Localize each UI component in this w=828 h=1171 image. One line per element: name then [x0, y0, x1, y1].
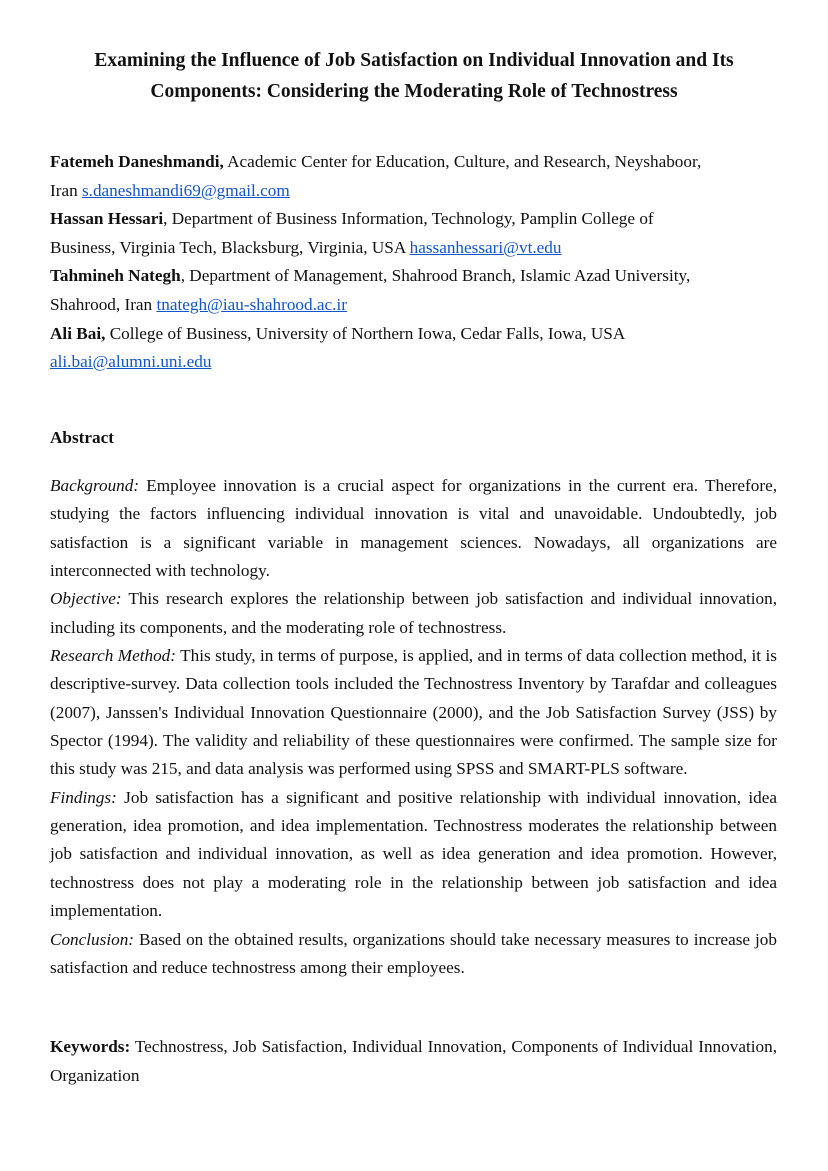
author-name: Hassan Hessari: [50, 209, 164, 229]
section-text: Job satisfaction has a significant and positive relationship with individual innovation, idea generation, idea promotion, and idea implementation. Technostress moderates the relationship between job satisfaction and individual innovation, as well as idea generation and idea promotion. However, technostress does not play a moderating role in the relationship between job satisfaction and idea implementation.: [50, 787, 777, 921]
author-affiliation-cont: Shahrood, Iran: [50, 294, 157, 314]
section-text: Based on the obtained results, organizations should take necessary measures to increase job satisfaction and reduce technostress among their employees.: [50, 929, 777, 977]
section-text: This study, in terms of purpose, is applied, and in terms of data collection method, it is descriptive-survey. Data collection tools included the Technostress Inventory by Tarafdar and colleagues (2007), Janssen's Individual Innovation Questionnaire (2000), and the Job Satisfaction Survey (JSS) by Spector (1994). The validity and reliability of these questionnaires were confirmed. The sample size for this study was 215, and data analysis was performed using SPSS and SMART-PLS software.: [50, 646, 777, 779]
author-email-link[interactable]: tnategh@iau-shahrood.ac.ir: [156, 294, 347, 314]
abstract-conclusion: [50, 926, 777, 983]
title-line-2: Components: Considering the Moderating Role of Technostress: [150, 81, 678, 102]
keywords-label: Keywords:: [50, 1037, 131, 1056]
author-affiliation: Academic Center for Education, Culture, and Research, Neyshaboor,: [223, 152, 702, 171]
section-text: This research explores the relationship between job satisfaction and individual innovation, including its components, and the moderating role of technostress.: [50, 589, 777, 637]
author-affiliation: , Department of Business Information, Technology, Pamplin College of: [163, 209, 654, 229]
abstract-heading: Abstract: [50, 428, 114, 447]
section-label: Research Method:: [50, 646, 176, 666]
section-label: Objective:: [50, 589, 122, 609]
author-affiliation: , Department of Management, Shahrood Branch, Islamic Azad University,: [180, 266, 691, 286]
section-label: Findings:: [50, 787, 117, 807]
author-email-link[interactable]: s.daneshmandi69@gmail.com: [81, 180, 290, 200]
author-email-link[interactable]: hassanhessari@vt.edu: [409, 237, 562, 257]
paper-title: [40, 45, 788, 107]
author-name: Fatemeh Daneshmandi,: [50, 152, 224, 171]
section-label: Background:: [50, 476, 140, 495]
author-affiliation: College of Business, University of Northern Iowa, Cedar Falls, Iowa, USA: [105, 323, 626, 343]
author-affiliation-cont: Business, Virginia Tech, Blacksburg, Virginia, USA: [50, 237, 410, 257]
author-entry: [50, 320, 790, 377]
section-label: Conclusion:: [50, 929, 135, 949]
abstract-body: [50, 472, 777, 982]
author-name: Ali Bai,: [50, 323, 106, 343]
author-entry: [50, 205, 790, 262]
title-line-1: Examining the Influence of Job Satisfaction on Individual Innovation and Its: [94, 50, 734, 71]
abstract-background: [50, 472, 777, 585]
author-name: Tahmineh Nategh: [50, 266, 181, 286]
abstract-objective: [50, 585, 777, 642]
author-entry: [50, 148, 790, 205]
keywords-text: Technostress, Job Satisfaction, Individual Innovation, Components of Individual Innovation, Organization: [50, 1037, 777, 1085]
author-list: [50, 148, 790, 377]
keywords: [50, 1033, 777, 1090]
author-affiliation-cont: Iran: [50, 180, 82, 200]
author-entry: [50, 262, 790, 319]
abstract-findings: [50, 784, 777, 926]
author-email-link[interactable]: ali.bai@alumni.uni.edu: [50, 352, 212, 372]
abstract-research-method: [50, 642, 777, 784]
section-text: Employee innovation is a crucial aspect for organizations in the current era. Therefore, studying the factors influencing individual innovation is vital and unavoidable. Undoubtedly, job satisfaction is a significant variable in management sciences. Nowadays, all organizations are interconnected with technology.: [50, 476, 777, 581]
